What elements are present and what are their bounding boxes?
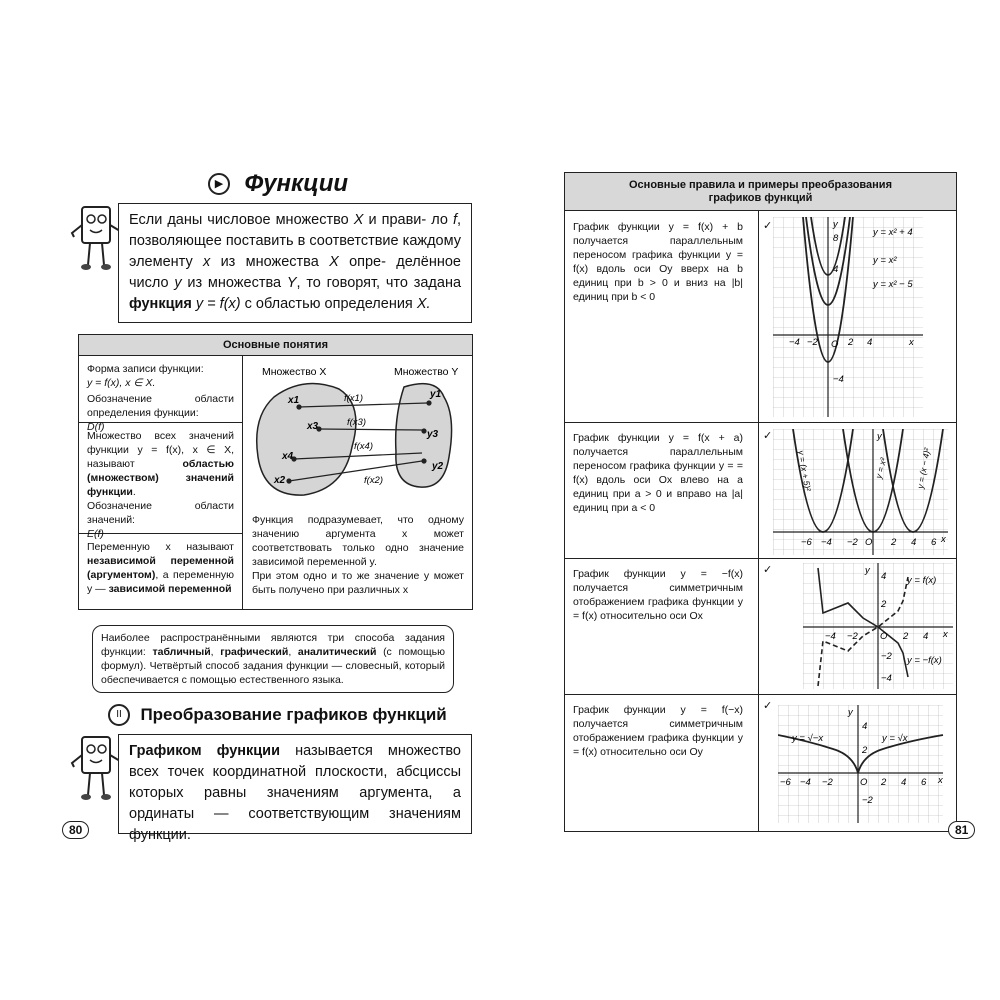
svg-text:y = x²: y = x²: [873, 456, 889, 480]
svg-text:4: 4: [862, 721, 868, 732]
svg-text:8: 8: [833, 233, 839, 244]
svg-text:x: x: [941, 534, 946, 545]
concepts-table: [78, 334, 473, 610]
svg-text:4: 4: [881, 571, 887, 582]
svg-text:−4: −4: [789, 337, 800, 348]
svg-text:y2: y2: [432, 461, 444, 472]
graph-reflect-oy: [778, 705, 953, 823]
methods-box: Наиболее распространёнными являются три способа задания функции: табличный, графический, аналитический (с помощью формул). Четвёртый способ задания функции — словесный, который обеспечивается с помощью естественного языка.: [92, 625, 454, 693]
mapping-diagram: [244, 357, 472, 509]
svg-text:−4: −4: [825, 631, 836, 642]
svg-text:−4: −4: [821, 537, 832, 548]
svg-text:y = −f(x): y = −f(x): [907, 655, 942, 666]
svg-text:f(x3): f(x3): [347, 417, 366, 428]
svg-text:−2: −2: [847, 537, 858, 548]
check-icon: ✓: [763, 700, 773, 712]
svg-text:O: O: [865, 537, 873, 548]
rule-horizontal-shift: График функции y = f(x + a) получается параллельным переносом графика функции y = = f(x) вдоль оси Ox влево на a единиц при a > 0 и вправо на |a| единиц при a < 0: [573, 432, 743, 514]
svg-text:x1: x1: [288, 395, 300, 406]
svg-text:O: O: [860, 777, 868, 788]
svg-text:x3: x3: [307, 421, 319, 432]
svg-text:4: 4: [911, 537, 917, 548]
svg-text:2: 2: [903, 631, 909, 642]
svg-text:x4: x4: [282, 451, 294, 462]
rule-reflect-ox: График функции y = −f(x) получается симметричным отображением графика функции y = f(x) относительно оси Ox: [573, 568, 743, 622]
svg-text:y = x² + 4: y = x² + 4: [873, 227, 913, 238]
graph-definition-box: Графиком функции называется множество всех точек координатной плоскости, абсциссы которых равны значениям аргумента, а ординаты — соответствующим значениям функции.: [118, 734, 472, 834]
svg-text:O: O: [831, 339, 839, 350]
set-x-label: Множество X: [262, 366, 327, 378]
check-icon: ✓: [763, 564, 773, 576]
transformations-header: Основные правила и примеры преобразования графиков функций: [565, 173, 956, 211]
svg-text:2: 2: [881, 777, 887, 788]
mascot-icon-2: [68, 733, 124, 807]
svg-text:y = (x + 5)²: y = (x + 5)²: [796, 449, 814, 492]
concept-function-notation: Форма записи функции: y = f(x), x ∈ X. Обозначение области определения функции: D(f): [87, 363, 234, 433]
svg-text:y = f(x): y = f(x): [907, 575, 937, 586]
svg-text:6: 6: [921, 777, 927, 788]
svg-text:y: y: [833, 219, 838, 230]
set-y-blob: [396, 384, 452, 487]
check-icon: ✓: [763, 220, 773, 232]
svg-text:y: y: [877, 431, 882, 442]
svg-text:−2: −2: [847, 631, 858, 642]
graph-reflect-ox: [803, 563, 953, 689]
section-title: Функции: [244, 170, 349, 197]
concepts-header: Основные понятия: [79, 335, 472, 356]
svg-text:x2: x2: [274, 475, 286, 486]
function-definition-box: Если даны числовое множество X и прави- ло f, позволяющее поставить в соответствие каждому элементу x из множества X опре- делённое число y из множества Y, то говорят, что задана функция y = f(x) с областью определения X.: [118, 203, 472, 323]
svg-text:y = x² − 5: y = x² − 5: [873, 279, 913, 290]
svg-text:−4: −4: [833, 374, 844, 385]
svg-text:−2: −2: [822, 777, 833, 788]
set-y-label: Множество Y: [394, 366, 459, 378]
svg-text:2: 2: [862, 745, 868, 756]
svg-text:4: 4: [867, 337, 873, 348]
svg-text:−2: −2: [881, 651, 892, 662]
svg-text:f(x1): f(x1): [344, 393, 363, 404]
section-title-functions: [208, 170, 408, 200]
mascot-icon: [68, 203, 124, 277]
svg-text:4: 4: [923, 631, 929, 642]
page-number-right: 81: [948, 821, 975, 839]
svg-text:2: 2: [881, 599, 887, 610]
svg-text:4: 4: [833, 264, 839, 275]
check-icon: ✓: [763, 430, 773, 442]
svg-text:x: x: [909, 337, 914, 348]
svg-text:x: x: [943, 629, 948, 640]
svg-text:−6: −6: [780, 777, 791, 788]
svg-text:−4: −4: [881, 673, 892, 684]
svg-text:y: y: [865, 565, 870, 576]
svg-text:x: x: [938, 775, 943, 786]
svg-text:O: O: [880, 631, 888, 642]
section-icon-2: II: [108, 704, 130, 726]
concept-range: Множество всех значений функции y = f(x), x ∈ X, называют областью (множеством) значений функции. Обозначение области значений: E(f): [87, 430, 234, 540]
svg-text:y = x²: y = x²: [873, 255, 897, 266]
term-function: функция: [129, 296, 192, 312]
page-number-left: 80: [62, 821, 89, 839]
svg-text:f(x2): f(x2): [364, 475, 383, 486]
svg-text:y = √x: y = √x: [882, 733, 908, 744]
section-title-transformations: II Преобразование графиков функций: [108, 704, 458, 728]
svg-text:−4: −4: [800, 777, 811, 788]
rule-vertical-shift: График функции y = f(x) + b получается параллельным переносом графика функции y = f(x) вдоль оси Oy вверх на b единиц при b > 0 и вниз на |b| единиц при b < 0: [573, 221, 743, 303]
svg-text:6: 6: [931, 537, 937, 548]
svg-text:−2: −2: [807, 337, 818, 348]
rule-reflect-oy: График функции y = f(−x) получается симметричным отображением графика функции y = f(x) относительно оси Oy: [573, 704, 743, 758]
svg-text:y3: y3: [427, 429, 439, 440]
transformations-table: [564, 172, 957, 832]
svg-text:4: 4: [901, 777, 907, 788]
svg-text:f(x4): f(x4): [354, 441, 373, 452]
function-note: Функция подразумевает, что одному значению аргумента x может соответствовать только одно значение зависимой переменной y. При этом одно и то же значение y может быть получено при различных x: [252, 514, 464, 596]
section-icon: ▶: [208, 173, 230, 195]
concept-variables: Переменную x называют независимой переменной (аргументом), а переменную y — зависимой переменной: [87, 541, 234, 595]
svg-text:−6: −6: [801, 537, 812, 548]
svg-text:y = (x − 4)²: y = (x − 4)²: [915, 447, 933, 490]
svg-text:y1: y1: [430, 389, 442, 400]
graph-vertical-shift: [773, 217, 953, 417]
svg-text:2: 2: [891, 537, 897, 548]
svg-text:y: y: [848, 707, 853, 718]
svg-text:−2: −2: [862, 795, 873, 806]
graph-horizontal-shift: [773, 429, 953, 555]
svg-text:y = √−x: y = √−x: [792, 733, 824, 744]
svg-text:2: 2: [848, 337, 854, 348]
